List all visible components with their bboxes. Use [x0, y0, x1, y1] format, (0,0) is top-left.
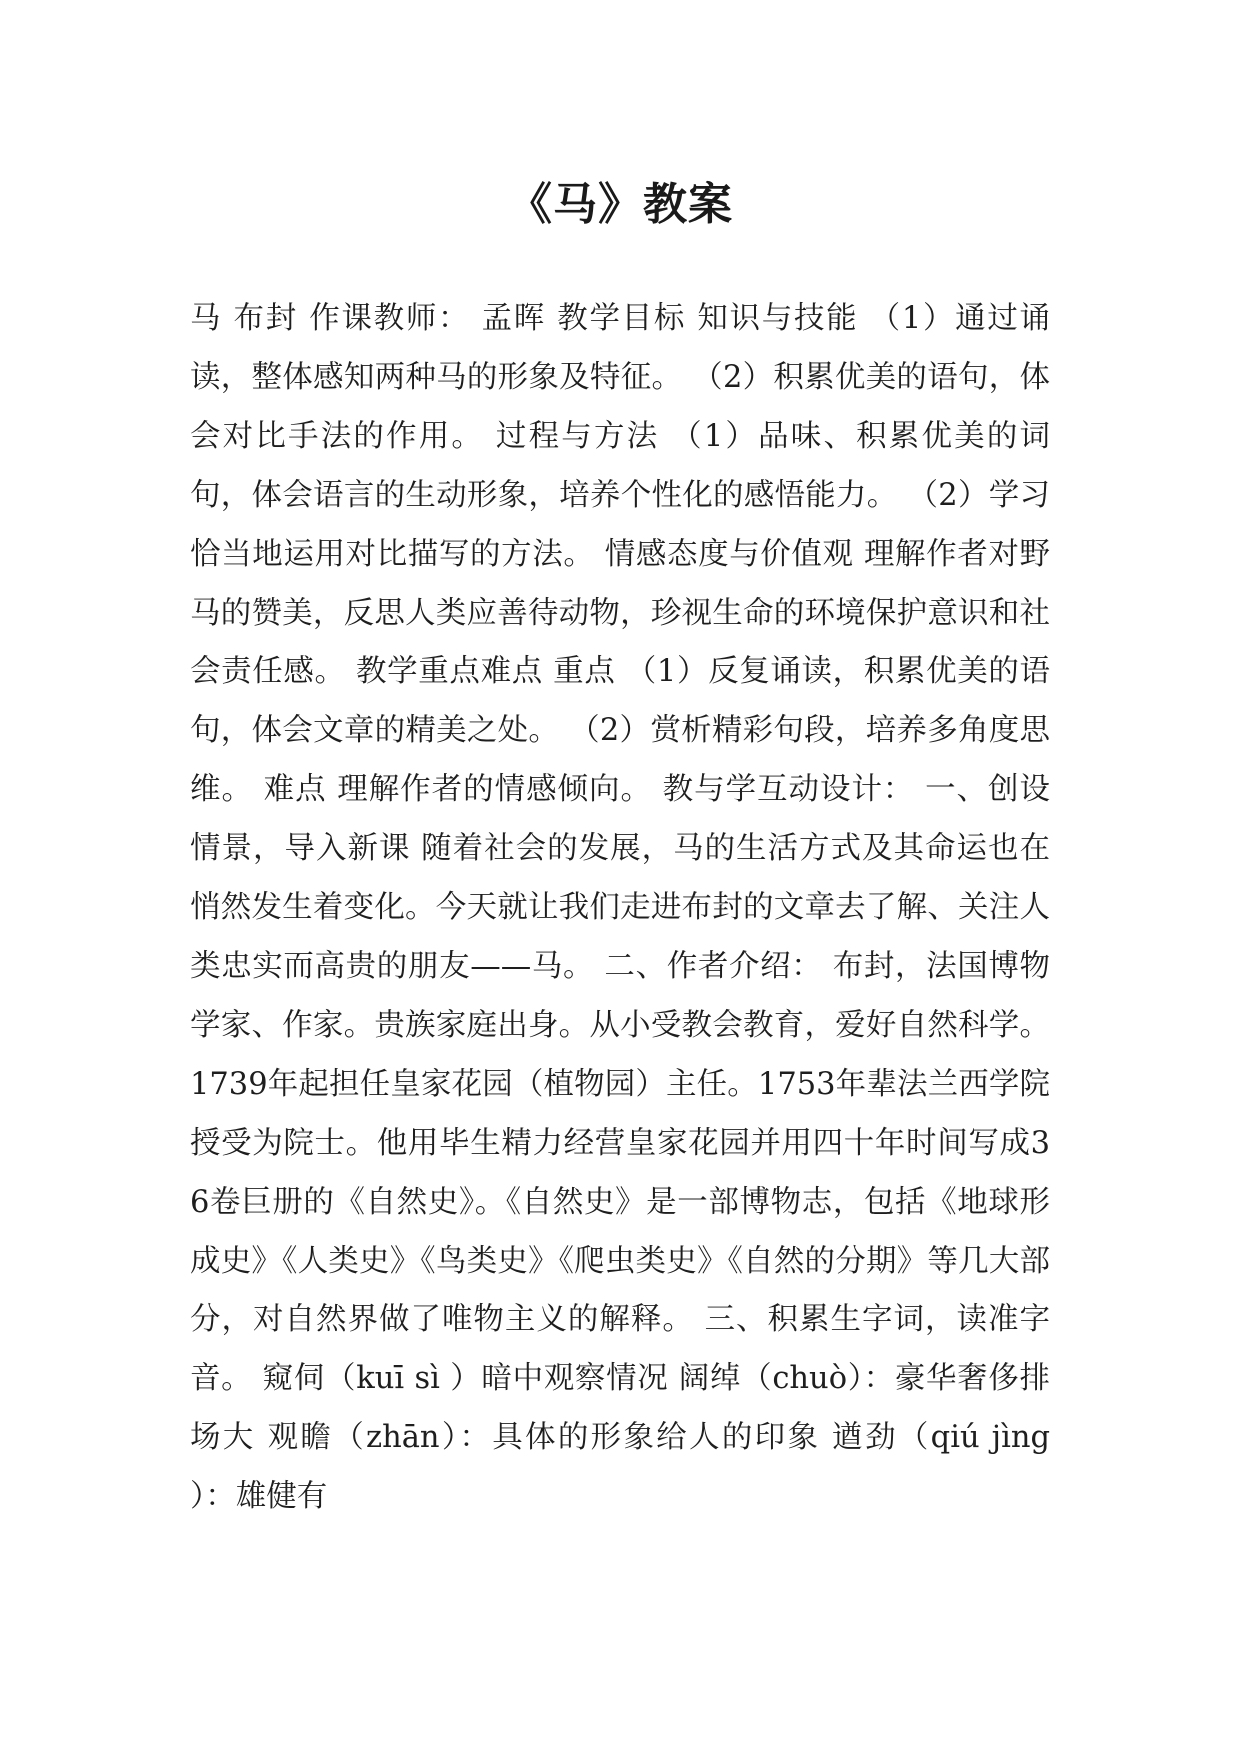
- body-paragraph: 马 布封 作课教师： 孟晖 教学目标 知识与技能 （1）通过诵读，整体感知两种马的形象及特征。 （2）积累优美的语句，体会对比手法的作用。 过程与方法 （1）品味、积累优美的词句，体会语言的生动形象，培养个性化的感悟能力。 （2）学习恰当地运用对比描写的方法。 情感态度与价值观 理解作者对野马的赞美，反思人类应善待动物，珍视生命的环境保护意识和社会责任感。 教学重点难点 重点 （1）反复诵读，积累优美的语句，体会文章的精美之处。 （2）赏析精彩句段，培养多角度思维。 难点 理解作者的情感倾向。 教与学互动设计： 一、创设情景，导入新课 随着社会的发展，马的生活方式及其命运也在悄然发生着变化。今天就让我们走进布封的文章去了解、关注人类忠实而高贵的朋友——马。 二、作者介绍： 布封，法国博物学家、作家。贵族家庭出身。从小受教会教育，爱好自然科学。1739年起担任皇家花园（植物园）主任。1753年辈法兰西学院授受为院士。他用毕生精力经营皇家花园并用四十年时间写成36卷巨册的《自然史》。《自然史》是一部博物志，包括《地球形成史》《人类史》《鸟类史》《爬虫类史》《自然的分期》等几大部分，对自然界做了唯物主义的解释。 三、积累生字词，读准字音。 窥伺（kuī sì ）暗中观察情况 阔绰（chuò）：豪华奢侈排场大 观瞻（zhān）：具体的形象给人的印象 遒劲（qiú jìng ）：雄健有: [190, 301, 1050, 1515]
- document-body: [190, 290, 1050, 1527]
- document-title: 《马》教案: [508, 179, 733, 231]
